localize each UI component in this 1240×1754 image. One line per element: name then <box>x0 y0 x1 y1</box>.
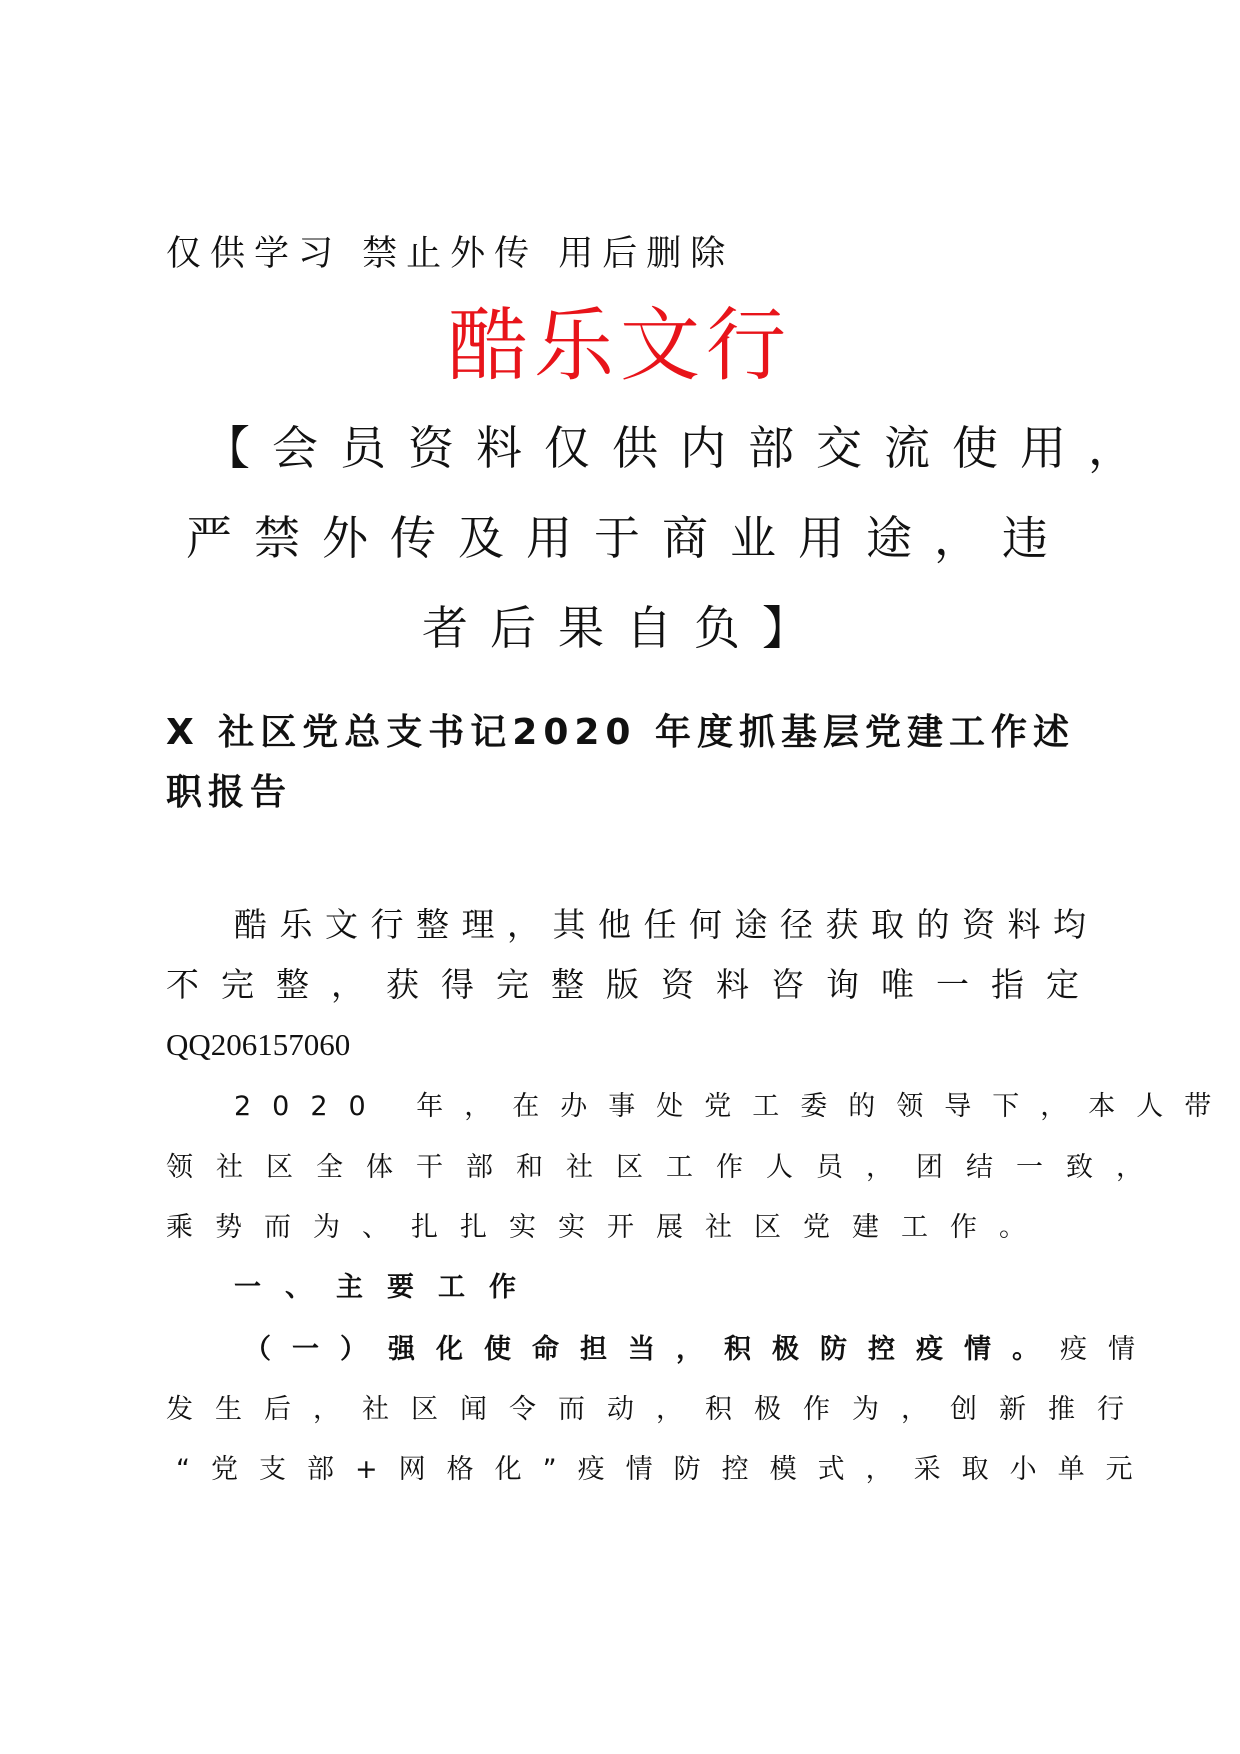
member-warning-line-3: 者后果自负】 <box>422 601 830 655</box>
subsection-heading: （一）强化使命担当，积极防控疫情。 <box>244 1334 1060 1365</box>
section-heading: 一、主要工作 <box>234 1272 540 1303</box>
paragraph-2-line-1-text: 疫情 <box>1060 1334 1156 1365</box>
intro-line-1: 酷乐文行整理，其他任何途径获取的资料均 <box>234 905 1099 944</box>
paragraph-1-line-3: 乘势而为、扎扎实实开展社区党建工作。 <box>166 1212 1048 1243</box>
report-title-line-2: 职报告 <box>166 772 293 813</box>
intro-line-2: 不完整，获得完整版资料咨询唯一指定 <box>166 965 1101 1004</box>
paragraph-2-line-1 <box>244 1328 1156 1372</box>
report-title-line-1: X 社区党总支书记2020 年度抓基层党建工作述 <box>166 712 1076 753</box>
paragraph-2-line-3: “党支部+网格化”疫情防控模式，采取小单元 <box>176 1454 1154 1485</box>
paragraph-2-line-2: 发生后，社区闻令而动，积极作为，创新推行 <box>166 1394 1146 1425</box>
usage-notice: 仅供学习 禁止外传 用后删除 <box>166 234 735 274</box>
intro-line-3: QQ206157060 <box>166 1027 351 1062</box>
paragraph-1-line-1: 2020 年，在办事处党工委的领导下，本人带 <box>234 1091 1233 1122</box>
paragraph-1-line-2: 领社区全体干部和社区工作人员，团结一致， <box>166 1152 1166 1183</box>
member-warning-line-2: 严禁外传及用于商业用途，违 <box>186 511 1070 565</box>
brand-title: 酷乐文行 <box>448 299 792 392</box>
member-warning-line-1: 【会员资料仅供内部交流使用， <box>204 421 1156 475</box>
